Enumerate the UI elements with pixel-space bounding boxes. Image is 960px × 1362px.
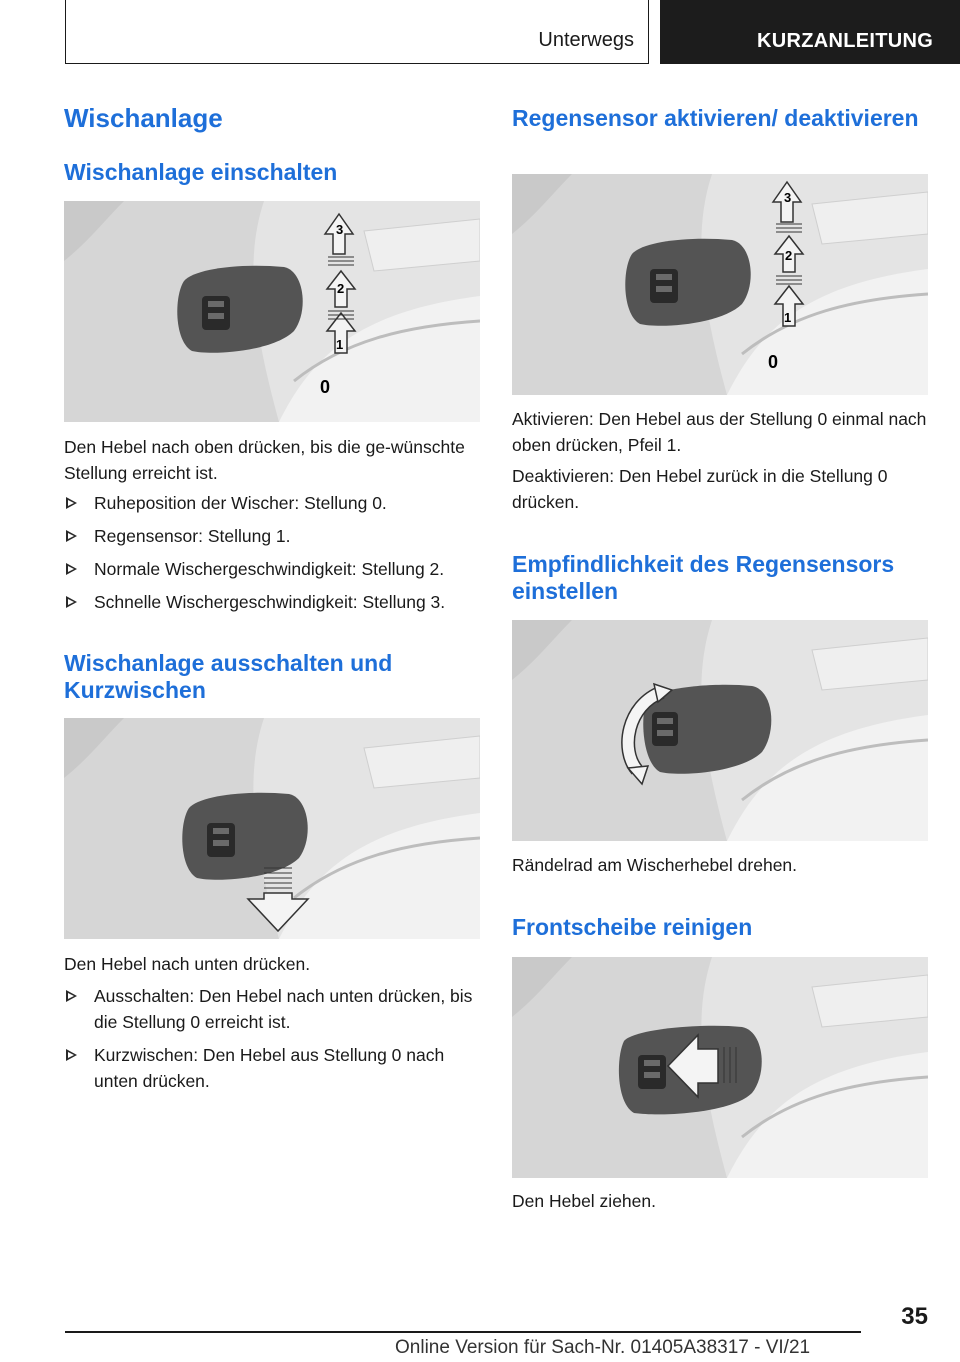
list-item: Kurzwischen: Den Hebel aus Stellung 0 nach unten drücken. (64, 1042, 480, 1094)
list-ausschalten (64, 983, 480, 1101)
figure-regensensor (512, 174, 928, 395)
text-deaktivieren: Deaktivieren: Den Hebel zurück in die Stellung 0 drücken. (512, 466, 888, 512)
heading-ausschalten-kurzwischen: Wischanlage ausschalten und Kurzwischen (64, 650, 393, 703)
figure-label-0: 0 (768, 352, 779, 372)
figure-label-2: 2 (337, 281, 345, 296)
heading-empfindlichkeit: Empfindlichkeit des Regensensors einstellen (512, 551, 895, 604)
footer-divider (65, 1331, 861, 1333)
list-item: Schnelle Wischergeschwindigkeit: Stellung 3. (64, 589, 480, 615)
bullet-triangle-icon (66, 1049, 77, 1061)
bullet-triangle-icon (66, 497, 77, 509)
list-item: Ausschalten: Den Hebel nach unten drücken, bis die Stellung 0 erreicht ist. (64, 983, 480, 1035)
heading-frontscheibe: Frontscheibe reinigen (512, 914, 753, 940)
list-item: Regensensor: Stellung 1. (64, 523, 480, 549)
figure-lever-down (64, 718, 480, 939)
figure-label-3: 3 (336, 222, 344, 237)
bullet-triangle-icon (66, 530, 77, 542)
header-chapter-title: KURZANLEITUNG (757, 30, 934, 52)
list-item: Normale Wischergeschwindigkeit: Stellung 2. (64, 556, 480, 582)
heading-wischanlage-einschalten: Wischanlage einschalten (64, 159, 338, 185)
heading-regensensor: Regensensor aktivieren/ deaktivieren (512, 105, 919, 131)
figure-hebel-ziehen (512, 957, 928, 1178)
bullet-triangle-icon (66, 990, 77, 1002)
header-chapter-tab (660, 0, 960, 64)
intro-ausschalten: Den Hebel nach unten drücken. (64, 954, 311, 974)
figure-label-2: 2 (785, 248, 793, 263)
list-stellungen (64, 490, 480, 622)
text-aktivieren: Aktivieren: Den Hebel aus der Stellung 0 einmal nach oben drücken, Pfeil 1. (512, 409, 927, 455)
text-hebel-ziehen: Den Hebel ziehen. (512, 1191, 656, 1211)
bullet-triangle-icon (66, 596, 77, 608)
page-number: 35 (901, 1303, 928, 1330)
figure-raendelrad (512, 620, 928, 841)
intro-einschalten: Den Hebel nach oben drücken, bis die ge-wünschte Stellung erreicht ist. (64, 437, 465, 483)
header-frame (65, 0, 649, 64)
bullet-triangle-icon (66, 563, 77, 575)
figure-label-1: 1 (784, 310, 792, 325)
footer-version-text: Online Version für Sach-Nr. 01405A38317 - VI/21 (395, 1337, 811, 1358)
figure-lever-up (64, 201, 480, 422)
page-title: Wischanlage (64, 103, 223, 133)
list-item: Ruheposition der Wischer: Stellung 0. (64, 490, 480, 516)
figure-label-3: 3 (784, 190, 792, 205)
text-raendelrad: Rändelrad am Wischerhebel drehen. (512, 855, 798, 875)
header-section-title: Unterwegs (538, 29, 634, 51)
figure-label-1: 1 (336, 337, 344, 352)
figure-label-0: 0 (320, 377, 331, 397)
